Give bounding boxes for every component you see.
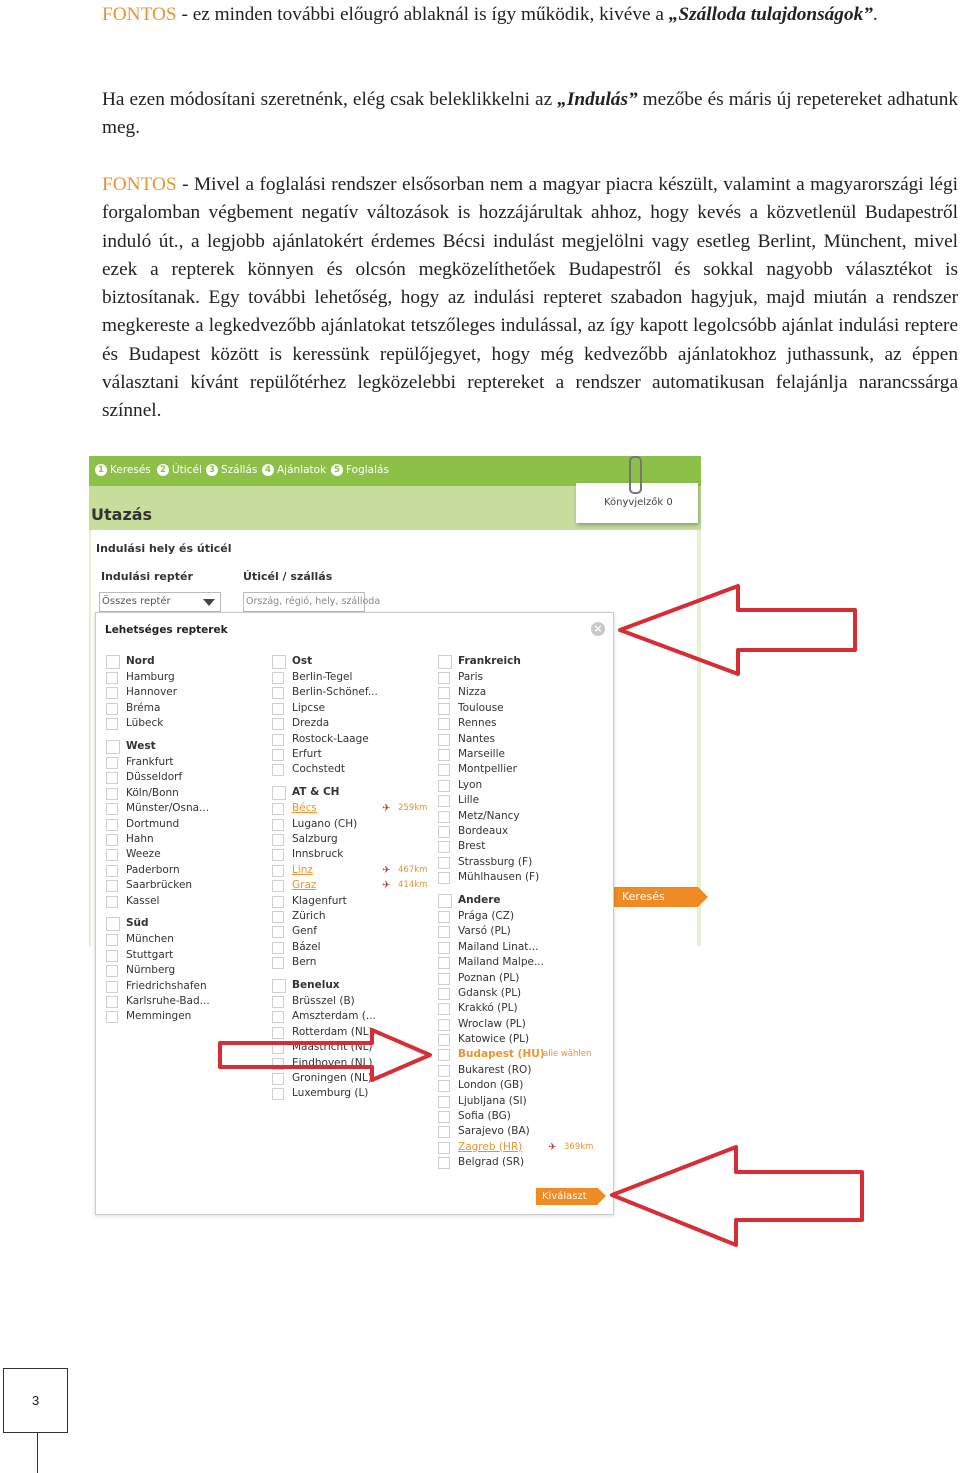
airport-label: Saarbrücken [126,879,193,892]
plane-icon: ✈ [548,1141,557,1153]
airport-label: Weeze [126,848,161,861]
airport-label: Sofia (BG) [458,1110,511,1123]
page-number: 3 [32,1393,40,1408]
airport-label: Linz [292,863,313,876]
airport-label: Rennes [458,717,497,730]
airport-label: Strassburg (F) [458,855,533,868]
airport-label: Kassel [126,894,160,907]
airport-label: Zürich [292,909,326,922]
airport-label: Toulouse [458,701,504,714]
airport-label: Andere [458,893,501,906]
airport-label: Zagreb (HR) [458,1140,523,1153]
arrow-to-popup-title [620,586,855,674]
airport-label: Maastricht (NL) [292,1041,373,1054]
step-destination[interactable]: 2 Úticél [157,462,202,478]
airport-label: Luxemburg (L) [292,1087,369,1100]
page-number-box [3,1368,68,1433]
airport-label: Paris [458,671,483,683]
plane-icon: ✈ [382,864,391,876]
airport-label: Lipcse [292,701,326,714]
airport-label: Cochstedt [292,763,346,776]
distance-label: 369km [564,1141,594,1152]
airport-label: Bern [292,956,317,969]
paragraph-text: - ez minden további előugró ablaknál is így működik, kivéve a [176,4,669,25]
airport-label: Gdansk (PL) [458,986,522,999]
airport-label: Ost [292,655,313,667]
airport-label: Bázel [292,940,321,953]
airport-label: Sarajevo (BA) [458,1125,530,1138]
arrow-to-budapest [220,1030,430,1080]
airport-label: Karlsruhe-Bad... [126,995,210,1008]
distance-label: 259km [398,803,428,814]
airport-label: Drezda [292,717,330,730]
airport-label: Mailand Malpe... [458,956,544,969]
airport-label: Stuttgart [126,948,174,961]
distance-label: 414km [398,880,428,891]
airport-label: Bécs [292,802,317,815]
airport-label: Nürnberg [126,964,176,977]
airport-label: Krakkó (PL) [458,1002,518,1015]
search-button[interactable]: Keresés [614,887,698,907]
airport-label: Münster/Osna... [126,802,210,815]
step-accommodation[interactable]: 3 Szállás [206,462,257,478]
select-button[interactable]: Kiválaszt [536,1188,598,1205]
airport-label: Belgrad (SR) [458,1156,525,1169]
airport-label: Klagenfurt [292,894,347,907]
airport-label: Brüsszel (B) [292,995,355,1008]
airport-label: Eindhoven (NL) [292,1056,373,1069]
step-search[interactable]: 1 Keresés [95,462,151,478]
airport-label: Budapest (HU) [458,1048,545,1061]
airport-label: Paderborn [126,863,180,876]
close-icon[interactable]: × [591,622,605,636]
important-label: FONTOS [102,4,177,25]
bookmarks-label: Könyvjelzők 0 [604,497,673,508]
airport-label: Rotterdam (NL) [292,1025,373,1038]
airport-label: Lugano (CH) [292,817,358,830]
plane-icon: ✈ [382,880,391,892]
paragraph-end: . [872,4,878,25]
plane-icon: ✈ [382,803,391,815]
airport-label: Bordeaux [458,824,509,837]
paragraph-end: mezőbe és máris új repetereket adhatunk meg. [102,89,958,139]
airport-label: Bréma [126,701,161,714]
airport-label: AT & CH [292,786,340,799]
airport-label: Prága (CZ) [458,909,515,922]
airport-label: Friedrichshafen [126,979,207,992]
airport-label: Dortmund [126,817,180,830]
airport-label: Köln/Bonn [126,786,179,799]
destination-label: Úticél / szállás [243,570,333,583]
airport-label: Hannover [126,686,178,699]
airport-label: Wroclaw (PL) [458,1017,526,1030]
airport-label: Amszterdam (... [292,1010,376,1023]
paragraph-emphasis: „Indulás” [557,89,638,110]
important-label: FONTOS [102,174,177,195]
airport-label: Memmingen [126,1010,192,1023]
airport-label: Nantes [458,732,495,745]
airport-label: Salzburg [292,833,338,846]
paragraph-text: - Mivel a foglalási rendszer elsősorban nem a magyar piacra készült, valamint a magyarországi légi forgalomban végbement negatív változások is hozzájárultak ahhoz, hogy kevés a közvetlenül Budapestről induló út., a legjobb ajánlatokért érdemes Bécsi indulást megjelölni vagy esetleg Berlint, Münchent, mivel ezek a repterek könnyen és olcsón megközelíthetőek Budapestről és sokkal nagyobb választékot is biztosítanak. Egy további lehetőség, hogy az indulási repteret szabadon hagyjuk, majd miután a rendszer megkereste a legkedvezőbb ajánlatokat tetszőleges indulással, az így kapott legolcsóbb ajánlat indulási reptere és Budapest között is keressünk repülőjegyet, hogy még kedvezőbb ajánlatokhoz juthassunk, az éppen választani kívánt repülőtérhez legközelebbi reptereket a rendszer automatikusan felajánlja narancssárga színnel. [102,174,958,422]
airport-label: Innsbruck [292,848,344,861]
airport-label: Brest [458,840,486,853]
airport-label: Lille [458,794,480,807]
paragraph-text: Ha ezen módosítani szeretnénk, elég csak beleklikkelni az [102,89,558,110]
airport-label: Nizza [458,686,487,699]
airport-label: Erfurt [292,747,322,760]
destination-input[interactable]: Ország, régió, hely, szálloda [243,592,365,612]
popup-title: Lehetséges repterek [105,624,228,636]
airport-label: Berlin-Schönef... [292,686,378,699]
airport-label: Metz/Nancy [458,809,520,822]
step-offers[interactable]: 4 Ajánlatok [262,462,326,478]
airport-label: Ljubljana (SI) [458,1094,527,1107]
select-all-link[interactable]: alle wählen [543,1049,592,1060]
airport-label: Rostock-Laage [292,732,369,745]
airport-label: München [126,933,174,946]
airport-label: Hahn [126,833,154,846]
airport-label: London (GB) [458,1079,524,1092]
airport-label: Katowice (PL) [458,1033,530,1046]
airport-label: Benelux [292,979,340,992]
airport-label: Lyon [458,778,483,791]
airport-label: Frankfurt [126,756,174,769]
airport-label: Groningen (NL) [292,1071,372,1084]
airport-label: Mailand Linat... [458,940,539,953]
distance-label: 467km [398,864,428,875]
airport-label: Frankreich [458,655,521,667]
departure-select[interactable]: Összes reptér [99,592,221,612]
airport-label: Montpellier [458,763,517,776]
page-number-line [37,1432,38,1473]
airport-label: Nord [126,655,155,667]
airport-label: Düsseldorf [126,771,183,784]
arrow-to-select-button [612,1147,862,1245]
airport-label: Hamburg [126,671,175,683]
departure-label: Indulási reptér [101,570,193,583]
airport-label: Poznan (PL) [458,971,520,984]
paragraph-emphasis: „Szálloda tulajdonságok” [668,4,873,25]
airport-label: Berlin-Tegel [292,671,353,683]
airport-label: Bukarest (RO) [458,1063,532,1076]
airport-label: Mühlhausen (F) [458,871,540,884]
airport-label: Süd [126,917,149,930]
airport-label: Genf [292,925,317,938]
airport-label: Marseille [458,747,505,760]
airport-label: Graz [292,879,317,892]
airport-label: Varsó (PL) [458,925,511,938]
section-title: Indulási hely és úticél [96,542,232,555]
page-title: Utazás [91,505,153,524]
airport-label: West [126,740,156,753]
step-booking[interactable]: 5 Foglalás [331,462,389,478]
airport-label: Lübeck [126,717,164,730]
